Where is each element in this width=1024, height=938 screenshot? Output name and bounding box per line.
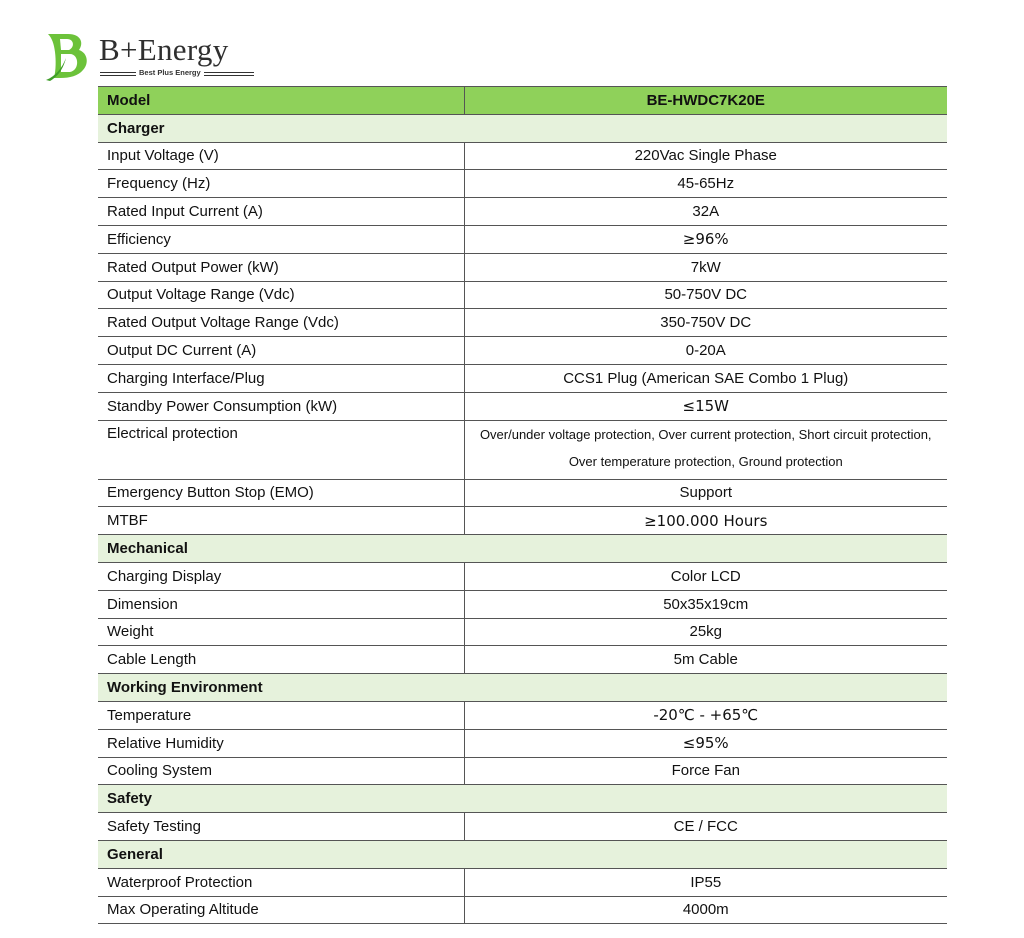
section-row-mechanical [98, 535, 947, 563]
section-title: Safety [98, 785, 947, 813]
spec-value: ≥96% [464, 225, 947, 253]
table-row [98, 701, 947, 729]
brand-tagline: Best Plus Energy [136, 68, 204, 77]
table-row [98, 392, 947, 420]
spec-value: 50x35x19cm [464, 590, 947, 618]
spec-label: Cable Length [98, 646, 464, 674]
spec-value: CCS1 Plug (American SAE Combo 1 Plug) [464, 364, 947, 392]
spec-label: Relative Humidity [98, 729, 464, 757]
table-row [98, 420, 947, 479]
spec-value: ≥100.000 Hours [464, 507, 947, 535]
spec-label: Frequency (Hz) [98, 170, 464, 198]
section-row-general [98, 840, 947, 868]
spec-label: Electrical protection [98, 420, 464, 479]
spec-label: Rated Output Voltage Range (Vdc) [98, 309, 464, 337]
header-label: Model [98, 87, 464, 115]
spec-value: Support [464, 479, 947, 507]
spec-value: ≤15W [464, 392, 947, 420]
spec-value: 5m Cable [464, 646, 947, 674]
table-row [98, 337, 947, 365]
table-row [98, 562, 947, 590]
section-row-safety [98, 785, 947, 813]
section-title: General [98, 840, 947, 868]
spec-value: 50-750V DC [464, 281, 947, 309]
spec-label: Dimension [98, 590, 464, 618]
section-title: Working Environment [98, 674, 947, 702]
spec-value: ≤95% [464, 729, 947, 757]
spec-value: 25kg [464, 618, 947, 646]
section-title: Charger [98, 114, 947, 142]
spec-value: 4000m [464, 896, 947, 924]
b-leaf-logo-icon [44, 30, 94, 82]
section-row-working-environment [98, 674, 947, 702]
spec-value: CE / FCC [464, 813, 947, 841]
spec-value: 350-750V DC [464, 309, 947, 337]
table-row [98, 896, 947, 924]
table-row [98, 281, 947, 309]
spec-label: Rated Input Current (A) [98, 198, 464, 226]
spec-value: 220Vac Single Phase [464, 142, 947, 170]
spec-label: MTBF [98, 507, 464, 535]
model-value: BE-HWDC7K20E [464, 87, 947, 115]
spec-label: Standby Power Consumption (kW) [98, 392, 464, 420]
spec-label: Efficiency [98, 225, 464, 253]
table-row [98, 253, 947, 281]
spec-value: -20℃ - +65℃ [464, 701, 947, 729]
spec-label: Output Voltage Range (Vdc) [98, 281, 464, 309]
table-row [98, 868, 947, 896]
table-row [98, 364, 947, 392]
table-row [98, 813, 947, 841]
spec-value: 0-20A [464, 337, 947, 365]
table-row [98, 479, 947, 507]
spec-label: Emergency Button Stop (EMO) [98, 479, 464, 507]
spec-label: Max Operating Altitude [98, 896, 464, 924]
spec-table [98, 86, 947, 924]
spec-value: 45-65Hz [464, 170, 947, 198]
spec-label: Safety Testing [98, 813, 464, 841]
spec-label: Weight [98, 618, 464, 646]
spec-label: Rated Output Power (kW) [98, 253, 464, 281]
section-title: Mechanical [98, 535, 947, 563]
table-row [98, 729, 947, 757]
spec-value: Force Fan [464, 757, 947, 785]
section-row-charger [98, 114, 947, 142]
table-row [98, 198, 947, 226]
spec-label: Charging Display [98, 562, 464, 590]
spec-value: 7kW [464, 253, 947, 281]
table-row [98, 170, 947, 198]
spec-value: Over/under voltage protection, Over current protection, Short circuit protection, Over temperature protection, Ground protection [464, 420, 947, 479]
brand-logo [44, 28, 264, 84]
table-row [98, 225, 947, 253]
spec-value: Color LCD [464, 562, 947, 590]
spec-value: 32A [464, 198, 947, 226]
spec-label: Output DC Current (A) [98, 337, 464, 365]
table-row [98, 618, 947, 646]
spec-label: Waterproof Protection [98, 868, 464, 896]
spec-label: Cooling System [98, 757, 464, 785]
table-row [98, 142, 947, 170]
spec-label: Temperature [98, 701, 464, 729]
table-row [98, 507, 947, 535]
brand-name: B+Energy [99, 32, 229, 67]
table-row [98, 590, 947, 618]
spec-label: Charging Interface/Plug [98, 364, 464, 392]
table-row [98, 646, 947, 674]
spec-value: IP55 [464, 868, 947, 896]
table-row [98, 757, 947, 785]
table-row [98, 309, 947, 337]
table-header-row [98, 87, 947, 115]
spec-label: Input Voltage (V) [98, 142, 464, 170]
